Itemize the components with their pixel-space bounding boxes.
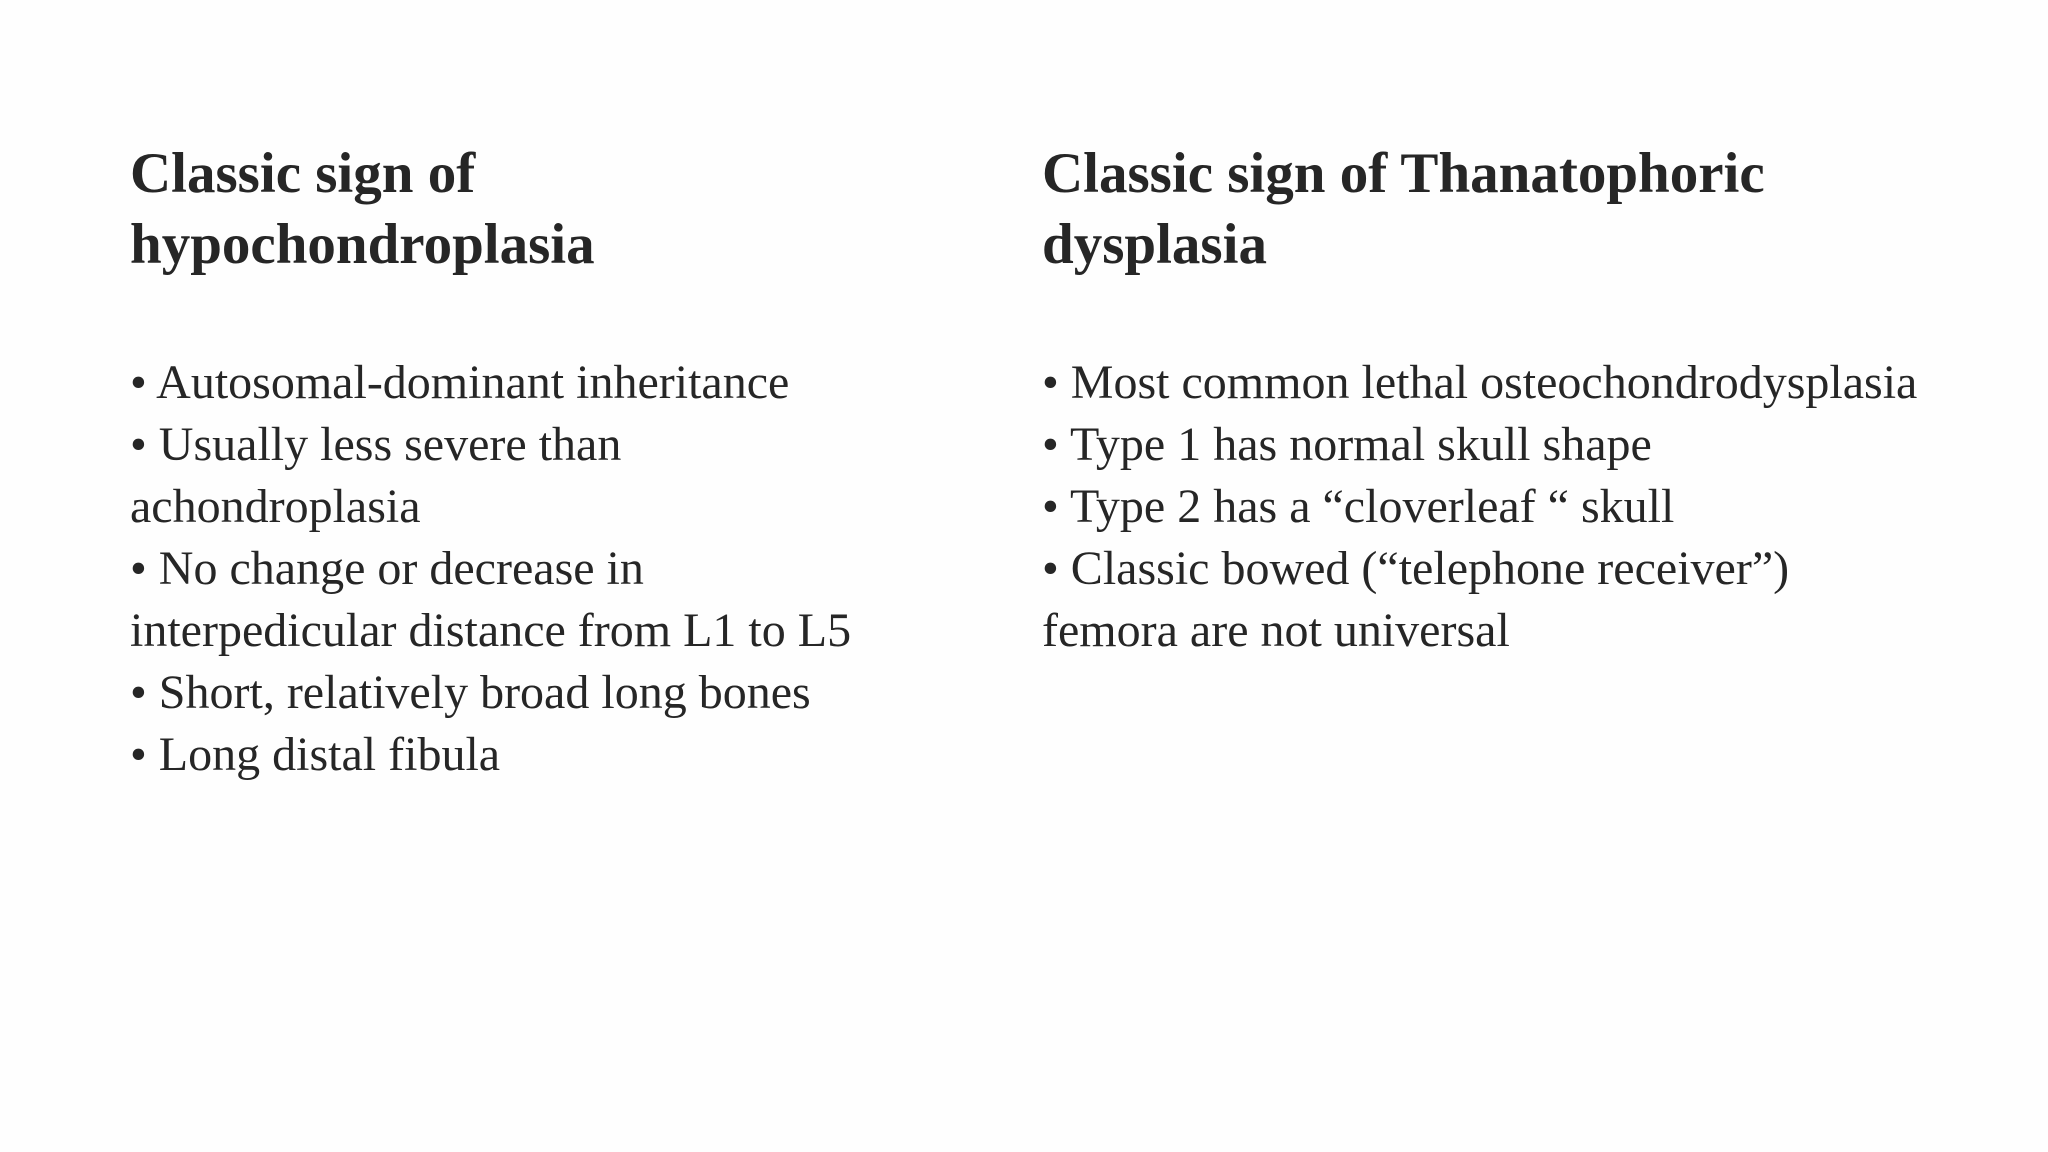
hypochondroplasia-bullet-list — [130, 352, 890, 786]
bullet-item: • Usually less severe than achondroplasia — [130, 418, 622, 533]
bullet-item: • Classic bowed (“telephone receiver”) femora are not universal — [1042, 542, 1790, 657]
thanatophoric-bullet-list — [1042, 352, 1922, 662]
hypochondroplasia-heading: Classic sign of hypochondroplasia — [130, 142, 595, 276]
bullet-item: • Long distal fibula — [130, 728, 501, 781]
thanatophoric-heading: Classic sign of Thanatophoric dysplasia — [1042, 142, 1765, 276]
right-column — [1042, 138, 1922, 657]
bullet-item: • Type 1 has normal skull shape — [1042, 418, 1652, 471]
bullet-item: • No change or decrease in interpedicular distance from L1 to L5 — [130, 542, 852, 657]
bullet-item: • Short, relatively broad long bones — [130, 666, 811, 719]
bullet-item: • Most common lethal osteochondrodysplasia — [1042, 356, 1918, 409]
left-column — [130, 138, 890, 781]
bullet-item: • Autosomal-dominant inheritance — [130, 356, 790, 409]
bullet-item: • Type 2 has a “cloverleaf “ skull — [1042, 480, 1675, 533]
